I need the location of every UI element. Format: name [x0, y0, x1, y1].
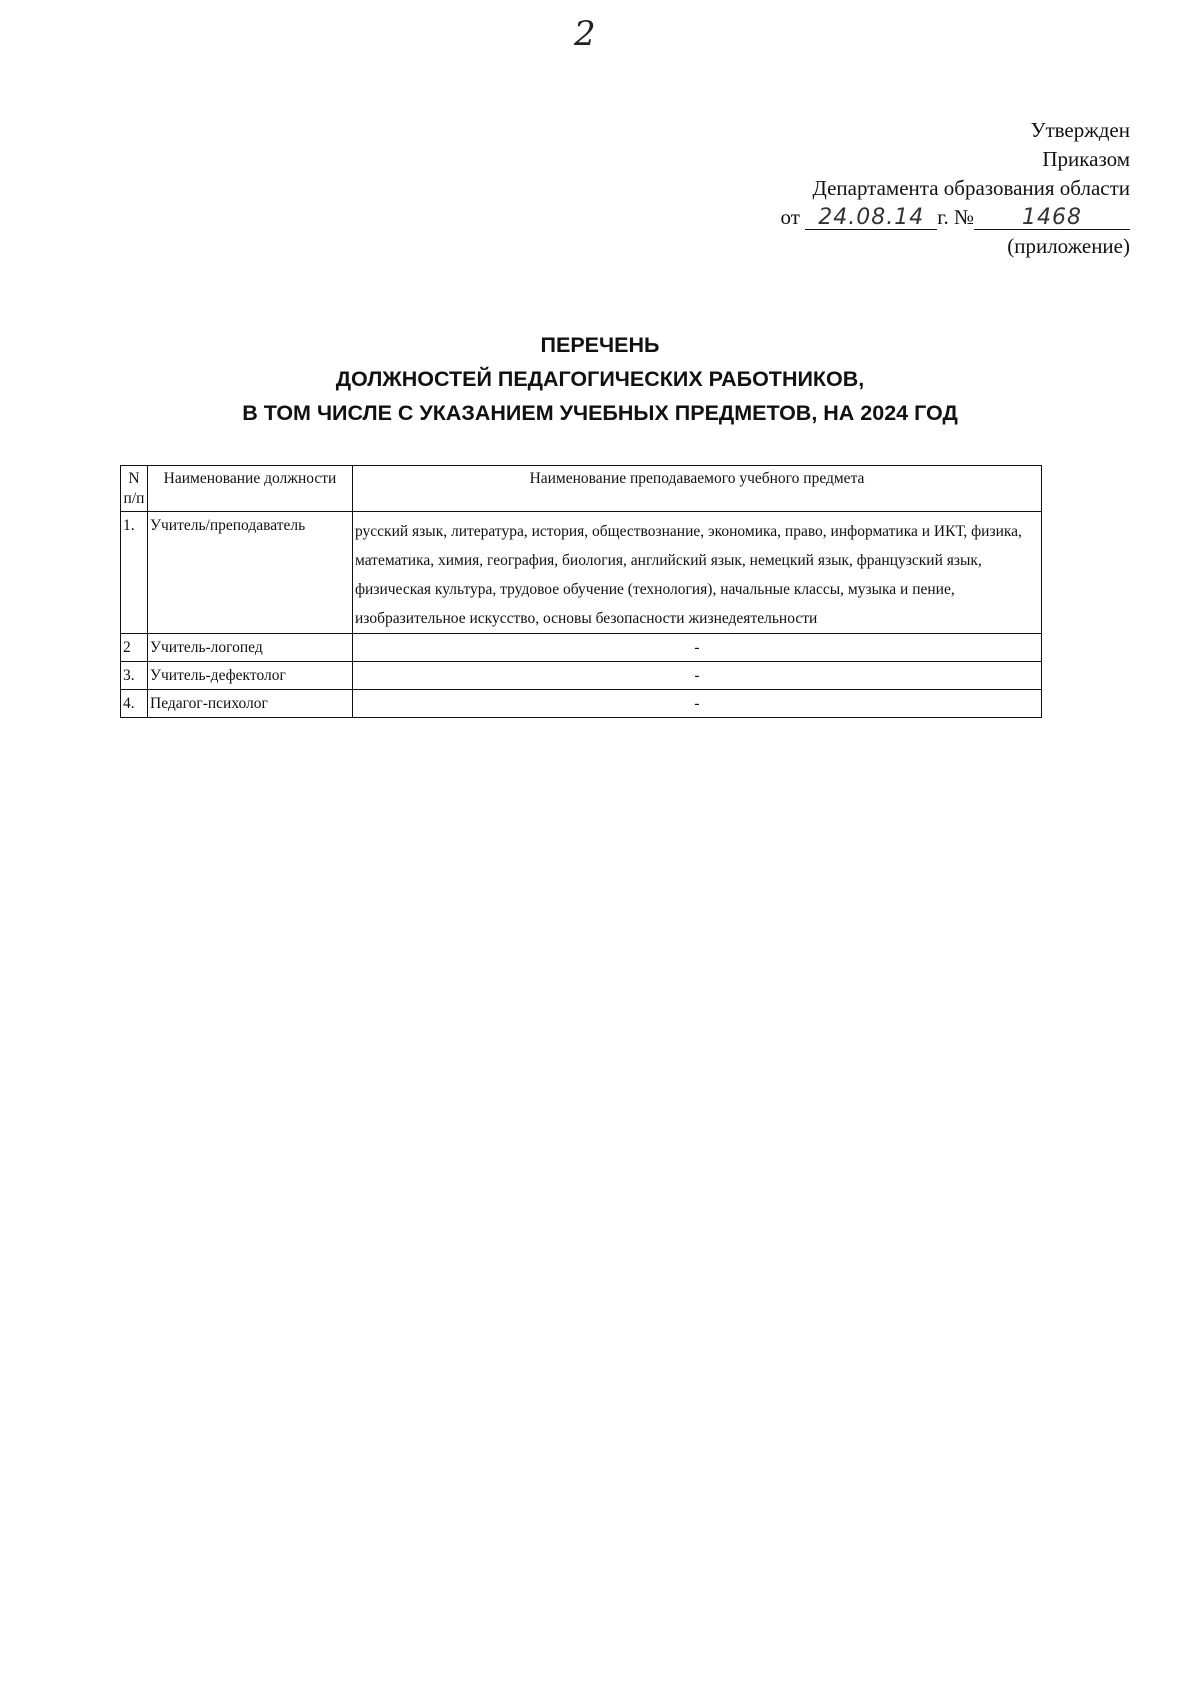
row-subjects: - [353, 634, 1042, 662]
table-row [121, 512, 1042, 634]
table-row [121, 662, 1042, 690]
table-row [121, 634, 1042, 662]
row-number: 4. [121, 690, 148, 718]
row-subjects: - [353, 662, 1042, 690]
title-line-1: ПЕРЕЧЕНЬ [540, 333, 660, 357]
table-row [121, 690, 1042, 718]
order-date-field: 24.08.14 [805, 207, 937, 230]
row-number: 2 [121, 634, 148, 662]
row-number: 1. [121, 512, 148, 634]
approval-title: Утвержден [1030, 118, 1130, 142]
row-subjects: русский язык, литература, история, обществознание, экономика, право, информатика и ИКТ, физика, математика, химия, география, биология, английский язык, немецкий язык, французский язык, физическая культура, трудовое обучение (технология), начальные классы, музыка и пение, изобразительное искусство, основы безопасности жизнедеятельности [353, 512, 1042, 634]
positions-table [120, 465, 1042, 718]
title-line-2: ДОЛЖНОСТЕЙ ПЕДАГОГИЧЕСКИХ РАБОТНИКОВ, [335, 367, 865, 391]
approval-department: Департамента образования области [812, 176, 1130, 200]
approval-appendix: (приложение) [1007, 234, 1130, 258]
approval-block [781, 116, 1130, 261]
document-title [0, 328, 1200, 430]
header-number: N п/п [121, 466, 148, 512]
row-position: Педагог-психолог [148, 690, 353, 718]
approval-order-word: Приказом [1042, 147, 1130, 171]
row-position: Учитель/преподаватель [148, 512, 353, 634]
year-suffix: г. [937, 205, 949, 229]
number-prefix: № [953, 205, 974, 229]
row-subjects: - [353, 690, 1042, 718]
row-number: 3. [121, 662, 148, 690]
header-position: Наименование должности [148, 466, 353, 512]
table-header-row [121, 466, 1042, 512]
page-number: 2 [574, 14, 596, 54]
date-prefix: от [780, 205, 800, 229]
approval-date-number-line [781, 203, 1130, 232]
row-position: Учитель-дефектолог [148, 662, 353, 690]
order-number-field: 1468 [974, 207, 1130, 230]
row-position: Учитель-логопед [148, 634, 353, 662]
header-subject: Наименование преподаваемого учебного предмета [353, 466, 1042, 512]
title-line-3: В ТОМ ЧИСЛЕ С УКАЗАНИЕМ УЧЕБНЫХ ПРЕДМЕТОВ, НА 2024 ГОД [242, 401, 958, 425]
